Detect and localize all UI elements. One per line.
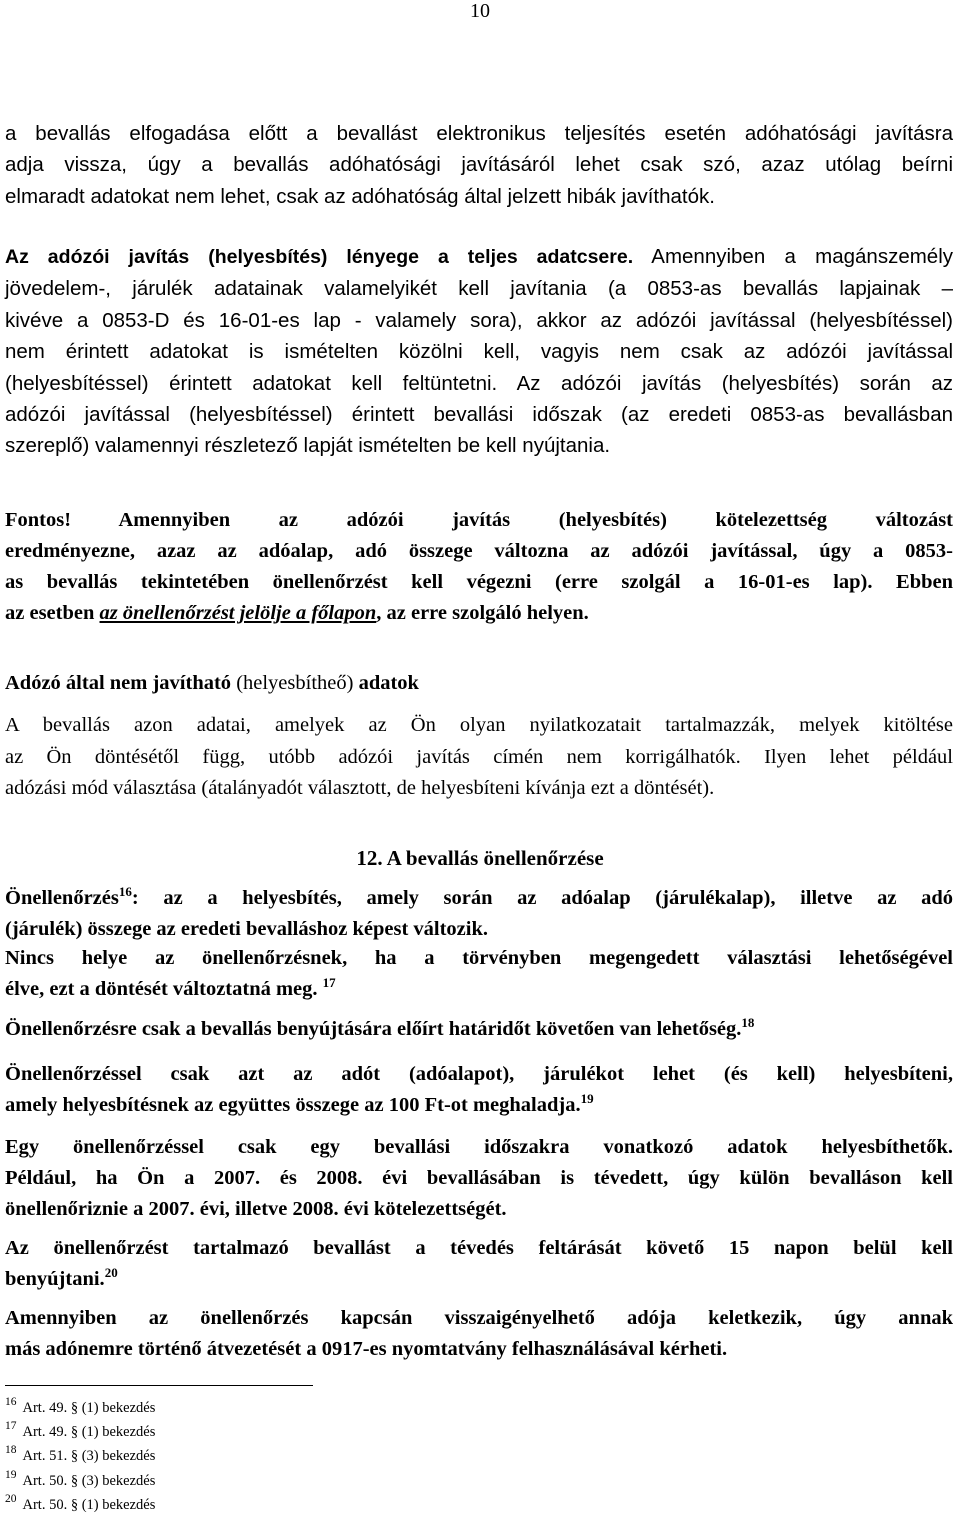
paragraph-text: amely helyesbítésnek az együttes összege az 100 Ft-ot meghaladja.: [5, 1094, 581, 1116]
deadline-paragraph: [5, 1014, 953, 1045]
footnote-ref: 20: [104, 1265, 118, 1280]
footnote-text: Art. 50. § (1) bekezdés: [22, 1496, 156, 1513]
important-emphasis: az önellenőrzést jelölje a főlapon: [99, 602, 377, 624]
footnote-number: 18: [5, 1444, 17, 1457]
heading-bold: Adózó által nem javítható: [5, 672, 232, 694]
correction-line: (helyesbítéssel) érintett adatokat kell feltüntetni. Az adózói javítás (helyesbítés) során az: [5, 371, 953, 395]
footnote-number: 17: [5, 1420, 17, 1433]
paragraph-text: élve, ezt a döntését változtatná meg.: [5, 978, 318, 1000]
correction-paragraph: [5, 241, 953, 462]
important-line: eredményezne, azaz az adóalap, adó összege változna az adózói javítással, úgy a 0853-: [5, 540, 953, 562]
paragraph-line: [5, 1090, 953, 1121]
correction-line: jövedelem-, járulék adatainak valamelyikét kell javítania (a 0853-as bevallás lapjainak –: [5, 277, 953, 301]
intro-paragraph: [5, 118, 953, 212]
footnote-ref: 17: [322, 975, 336, 990]
footnotes: [5, 1396, 155, 1517]
page-number: 10: [470, 0, 490, 22]
definition-line: [5, 883, 953, 914]
definition-line: (járulék) összege az eredeti bevalláshoz képest változik.: [5, 918, 488, 940]
correction-line: kivéve a 0853-D és 16-01-es lap - valamely sora), akkor az adózói javítással (helyesbítéssel): [5, 308, 953, 332]
paragraph-text: benyújtani.: [5, 1268, 105, 1290]
paragraph-line: [5, 1264, 953, 1295]
intro-line: elmaradt adatokat nem lehet, csak az adóhatóság által jelzett hibák javíthatók.: [5, 184, 715, 208]
footnote-text: Art. 49. § (1) bekezdés: [22, 1400, 156, 1416]
section-title: 12. A bevallás önellenőrzése: [356, 846, 604, 870]
footnote-ref: 16: [118, 884, 132, 899]
non-correctable-line: adózási mód választása (átalányadót választott, de helyesbíteni kívánja ezt a döntését).: [5, 777, 715, 799]
paragraph-line: Önellenőrzéssel csak azt az adót (adóalapot), járulékot lehet (és kell) helyesbíteni,: [5, 1063, 953, 1085]
non-correctable-heading: [5, 668, 953, 698]
no-self-revision-paragraph: [5, 943, 953, 1005]
paragraph-line: [5, 974, 953, 1005]
correction-line: nem érintett adatokat is ismételten közölni kell, vagyis nem csak az adózói javítással: [5, 340, 953, 364]
paragraph-line: Például, ha Ön a 2007. és 2008. évi bevallásában is tévedett, úgy külön bevalláson kell: [5, 1167, 953, 1189]
footnote-ref: 18: [741, 1015, 755, 1030]
intro-line: a bevallás elfogadása előtt a bevallást elektronikus teljesítés esetén adóhatósági javításra: [5, 122, 953, 145]
footnote-text: Art. 51. § (3) bekezdés: [22, 1448, 156, 1465]
important-text: , az erre szolgáló helyen.: [376, 602, 589, 624]
footnote-ref: 19: [580, 1091, 594, 1106]
footnote-number: 20: [5, 1492, 17, 1505]
important-line: as bevallás tekintetében önellenőrzést kell végezni (erre szolgál a 16-01-es lap). Ebben: [5, 571, 953, 593]
correction-line: szereplő) valamennyi részletező lapját ismételten be kell nyújtania.: [5, 434, 611, 458]
non-correctable-line: az Ön döntésétől függ, utóbb adózói javítás címén nem korrigálhatók. Ilyen lehet például: [5, 745, 953, 768]
paragraph-line: Egy önellenőrzéssel csak egy bevallási időszakra vonatkozó adatok helyesbíthetők.: [5, 1136, 953, 1158]
definition-text: : az a helyesbítés, amely során az adóalap (járulékalap), illetve az adó: [131, 887, 953, 909]
intro-line: adja vissza, úgy a bevallás adóhatósági javításáról lehet csak szó, azaz utólag beírni: [5, 153, 953, 177]
paragraph-line: más adónemre történő átvezetését a 0917-es nyomtatvány felhasználásával kérheti.: [5, 1338, 728, 1360]
transfer-paragraph: [5, 1303, 953, 1365]
paragraph-line: Nincs helye az önellenőrzésnek, ha a törvényben megengedett választási lehetőségével: [5, 947, 953, 969]
important-paragraph: [5, 505, 953, 629]
footnote: [5, 1469, 155, 1493]
correction-lead: Az adózói javítás (helyesbítés) lényege a teljes adatcsere.: [5, 246, 634, 268]
important-text: az esetben: [5, 602, 100, 624]
paragraph-line: önellenőriznie a 2007. évi, illetve 2008. évi kötelezettségét.: [5, 1198, 507, 1220]
correction-text: Amennyiben a magánszemély: [651, 245, 953, 268]
important-line: Fontos! Amennyiben az adózói javítás (helyesbítés) kötelezettség változást: [5, 509, 953, 531]
footnote-number: 19: [5, 1468, 17, 1481]
self-revision-definition: [5, 883, 953, 945]
threshold-paragraph: [5, 1059, 953, 1121]
submission-paragraph: [5, 1233, 953, 1295]
footnote-text: Art. 49. § (1) bekezdés: [22, 1424, 156, 1441]
paragraph-line: [5, 1014, 953, 1045]
heading-normal: (helyesbítheő): [231, 672, 359, 694]
non-correctable-paragraph: [5, 710, 953, 805]
footnote: [5, 1396, 155, 1420]
footnote-divider: [5, 1385, 313, 1386]
definition-term: Önellenőrzés: [5, 887, 119, 909]
non-correctable-line: A bevallás azon adatai, amelyek az Ön olyan nyilatkozatait tartalmazzák, melyek kitöltése: [5, 714, 953, 736]
important-line: [5, 598, 953, 629]
footnote: [5, 1420, 155, 1444]
footnote: [5, 1493, 155, 1517]
correction-line: [5, 241, 953, 273]
correction-line: adózói javítással (helyesbítéssel) érintett bevallási időszak (az eredeti 0853-as bevallásban: [5, 403, 953, 427]
heading-bold: adatok: [358, 672, 419, 694]
footnote: [5, 1444, 155, 1468]
footnote-number: 16: [5, 1396, 17, 1408]
paragraph-line: Az önellenőrzést tartalmazó bevallást a tévedés feltárását követő 15 napon belül kell: [5, 1237, 953, 1259]
footnote-text: Art. 50. § (3) bekezdés: [22, 1472, 156, 1489]
period-paragraph: [5, 1132, 953, 1225]
paragraph-text: Önellenőrzésre csak a bevallás benyújtására előírt határidőt követően van lehetőség.: [5, 1018, 742, 1040]
paragraph-line: Amennyiben az önellenőrzés kapcsán visszaigényelhető adója keletkezik, úgy annak: [5, 1307, 953, 1329]
